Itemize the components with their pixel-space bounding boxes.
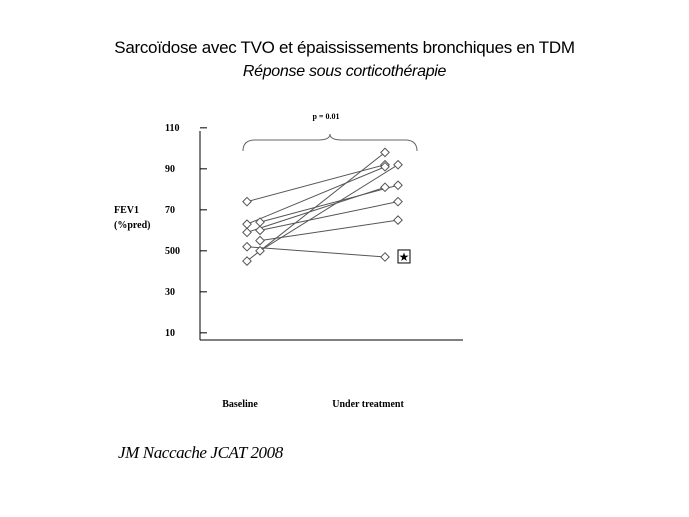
treated-point	[381, 253, 389, 261]
slide-title: Sarcoïdose avec TVO et épaississements bronchiques en TDM	[114, 38, 575, 57]
significance-bracket	[243, 134, 417, 151]
baseline-point	[243, 220, 251, 228]
y-tick-label: 500	[165, 245, 180, 257]
y-tick-label: 30	[165, 286, 175, 298]
chart-labels	[114, 112, 409, 410]
chart-axes	[200, 128, 463, 340]
patient-line	[260, 185, 398, 222]
slide-subtitle: Réponse sous corticothérapie	[242, 63, 447, 80]
y-tick-label: 110	[165, 122, 180, 134]
y-tick-label: 10	[165, 327, 175, 339]
baseline-point	[243, 243, 251, 251]
y-axis-label: FEV1	[114, 205, 139, 216]
baseline-point	[256, 218, 264, 226]
x-tick-label: Baseline	[222, 399, 258, 410]
treated-point	[394, 181, 402, 189]
treated-point	[381, 183, 389, 191]
treated-point	[394, 216, 402, 224]
y-axis-label-unit: (%pred)	[114, 220, 151, 231]
baseline-point	[256, 236, 264, 244]
y-tick-label: 70	[165, 204, 175, 216]
y-tick-label: 90	[165, 163, 175, 175]
outlier-star-marker: ★	[398, 249, 410, 264]
p-value-annotation: p = 0.01	[312, 112, 340, 121]
x-tick-label: Under treatment	[332, 399, 404, 410]
citation: JM Naccache JCAT 2008	[118, 443, 283, 462]
treated-point	[394, 197, 402, 205]
patient-line	[247, 165, 385, 202]
baseline-point	[243, 197, 251, 205]
treated-point	[394, 161, 402, 169]
patient-line	[260, 165, 398, 251]
patient-line	[247, 152, 385, 261]
bracket-brace	[243, 134, 417, 151]
baseline-point	[243, 228, 251, 236]
patient-line	[247, 247, 385, 257]
patient-lines	[247, 152, 398, 261]
patient-line	[247, 187, 385, 232]
